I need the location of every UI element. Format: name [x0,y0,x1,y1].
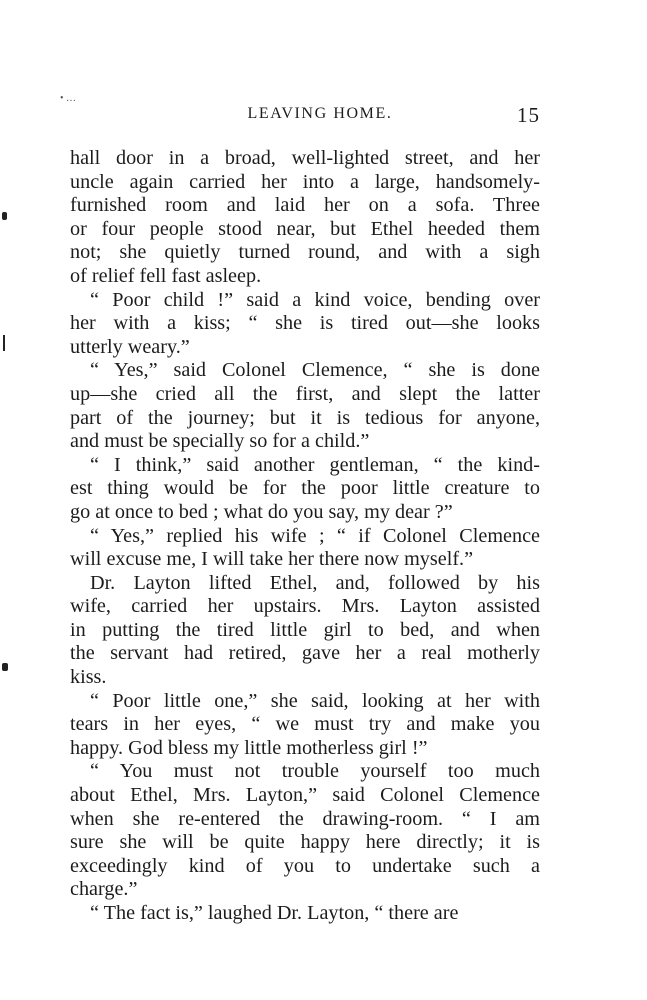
text-line: exceedingly kind of you to undertake such a [70,854,540,877]
text-line: sure she will be quite happy here directly; it is [70,831,540,854]
text-line: the servant had retired, gave her a real motherly [70,642,540,665]
text-line: “ Poor little one,” she said, looking at her with [90,689,540,712]
text-line: part of the journey; but it is tedious for anyone, [70,406,540,429]
scan-mark [2,663,8,671]
text-line: “ I think,” said another gentleman, “ the kind- [90,453,540,476]
paragraph [70,902,540,926]
text-line: “ Yes,” said Colonel Clemence, “ she is done [90,359,540,382]
text-line: “ Yes,” replied his wife ; “ if Colonel Clemence [90,524,540,547]
paragraph [70,359,540,453]
text-line: up—she cried all the first, and slept the latter [70,382,540,405]
running-title: LEAVING HOME. [247,105,393,122]
text-line: “ Poor child !” said a kind voice, bending over [90,288,540,311]
text-line: her with a kiss; “ she is tired out—she looks [70,312,540,335]
text-line: furnished room and laid her on a sofa. Three [70,194,540,217]
scan-mark [3,335,5,351]
paragraph [70,760,540,902]
paragraph [70,147,540,289]
text-line: charge.” [70,878,138,901]
text-line: will excuse me, I will take her there now myself.” [70,548,474,571]
text-line: go at once to bed ; what do you say, my dear ?” [70,500,453,523]
paragraph [70,525,540,572]
text-line: “ The fact is,” laughed Dr. Layton, “ there are [90,902,459,924]
text-line: or four people stood near, but Ethel heeded them [70,217,540,240]
paragraph [70,690,540,761]
paragraph [70,572,540,690]
paragraph [70,454,540,525]
page-number: 15 [517,103,540,127]
text-line: and must be specially so for a child.” [70,430,370,453]
scan-mark [2,212,7,220]
text-line: wife, carried her upstairs. Mrs. Layton assisted [70,595,540,618]
text-line: “ You must not trouble yourself too much [90,760,540,783]
text-line: when she re-entered the drawing-room. “ I am [70,807,540,830]
text-line: est thing would be for the poor little creature to [70,477,540,500]
scan-speck: • … [60,93,77,104]
text-line: not; she quietly turned round, and with a sigh [70,241,540,264]
body-text [70,147,540,926]
text-line: tears in her eyes, “ we must try and make you [70,713,540,736]
text-line: happy. God bless my little motherless girl !” [70,736,428,759]
text-line: hall door in a broad, well-lighted street, and her [70,147,540,169]
text-line: utterly weary.” [70,335,190,358]
text-line: uncle again carried her into a large, handsomely- [70,170,540,193]
text-line: kiss. [70,666,107,689]
text-line: about Ethel, Mrs. Layton,” said Colonel Clemence [70,784,540,807]
paragraph [70,289,540,360]
text-line: of relief fell fast asleep. [70,264,262,287]
running-head [70,103,540,131]
text-line: Dr. Layton lifted Ethel, and, followed by his [90,571,540,594]
text-line: in putting the tired little girl to bed, and when [70,618,540,641]
